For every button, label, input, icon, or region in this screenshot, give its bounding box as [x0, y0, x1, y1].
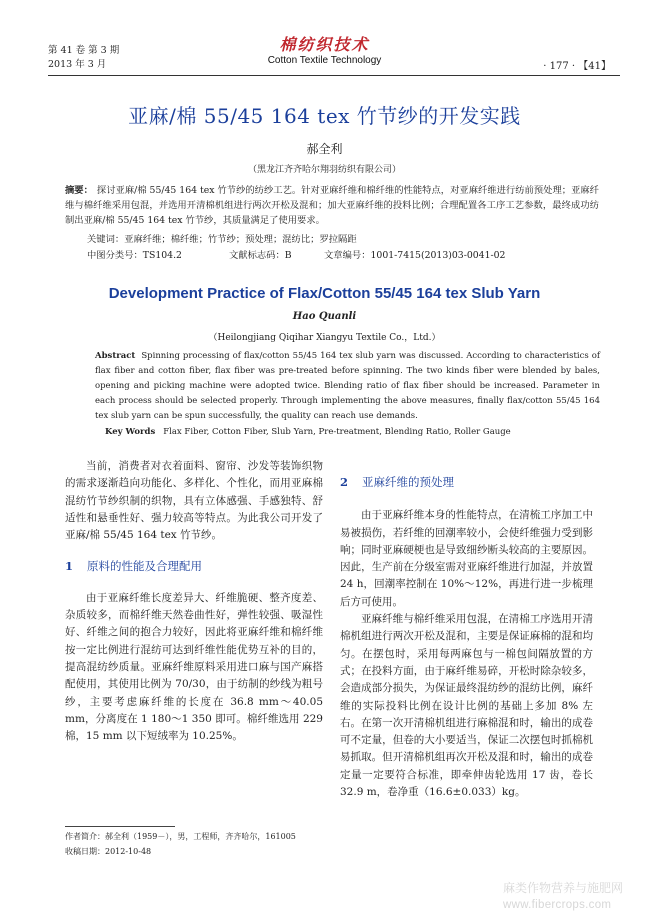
keywords-cn-text: 亚麻纤维；棉纤维；竹节纱；预处理；混纺比；罗拉隔距 [124, 234, 357, 245]
keywords-en-text: Flax Fiber, Cotton Fiber, Slub Yarn, Pre-treatment, Blending Ratio, Roller Gauge [163, 427, 511, 437]
journal-logo: 棉纺织技术 [279, 35, 370, 54]
article-title-en: Development Practice of Flax/Cotton 55/45 164 tex Slub Yarn [108, 285, 541, 302]
article-title-cn: 亚麻/棉 55/45 164 tex 竹节纱的开发实践 [128, 104, 521, 128]
author-bio: 作者简介：郝全利（1959－），男，工程师，齐齐哈尔，161005 [65, 832, 296, 841]
page-number: · 177 · 【41】 [543, 61, 611, 72]
received-date: 收稿日期：2012-10-48 [65, 847, 152, 856]
abstract-cn-text: 探讨亚麻/棉 55/45 164 tex 竹节纱的纺纱工艺。针对亚麻纤维和棉纤维的性能特点，对亚麻纤维进行纺前预处理；亚麻纤维与棉纤维采用包混，并选用开清棉机组进行两次开松及混和；加大亚麻纤维的投料比例；合理配置各工序工艺参数，最终成功纺制出亚麻/棉 55/45 164 tex 竹节纱，其质量满足了使用要求。 [65, 185, 599, 226]
section-heading-1 [65, 558, 323, 575]
issue-date: 2013 年 3 月 [48, 59, 107, 70]
keywords-en-label: Key Words [105, 427, 156, 437]
affiliation-cn: （黑龙江齐齐哈尔翔羽纺织有限公司） [247, 165, 401, 175]
watermark [503, 880, 631, 914]
watermark-cn: 麻类作物营养与施肥网 [503, 881, 624, 895]
volume-issue: 第 41 卷 第 3 期 [48, 45, 120, 56]
abstract-en-label: Abstract [95, 351, 136, 361]
keywords-cn [87, 231, 357, 245]
document-code: 文献标志码：B [229, 250, 292, 261]
abstract-cn [65, 183, 599, 228]
classification-row [87, 247, 505, 261]
body-column-right [340, 458, 593, 801]
author-en: Hao Quanli [292, 311, 357, 322]
body-paragraph: 亚麻纤维与棉纤维采用包混，在清棉工序选用开清棉机组进行两次开松及混和，主要是保证麻棉的混和均匀。在摆包时，采用每两麻包与一棉包间隔放置的方式；在投料方面，由于麻纤维易碎，开松时除杂较多，会造成部分损失，为保证最终混纺纱的混纺比例，麻纤维的实际投料比例在设计比例的基础上多加 8% 左右。在第一次开清棉机组进行麻棉混和时，输出的成卷可不定量，但卷的大小要适当，保证二次摆包时抓棉机易抓取。但开清棉机组再次开松及混和时，输出的成卷定量一定要符合标准，即牵伸齿轮选用 17 齿，卷长 32.9 m，卷净重（16.6±0.033）kg。 [340, 613, 593, 799]
footnote-divider [65, 826, 175, 827]
body-paragraph: 由于亚麻纤维本身的性能特点，在清梳工序加工中易被损伤，若纤维的回潮率较小，会使纤维强力受到影响；同时亚麻硬梗也是导致细纱断头较高的主要原因。因此，生产前在分级室需对亚麻纤维进行加湿，并放置 24 h，回潮率控制在 10%～12%，再进行进一步梳理后方可使用。 [340, 509, 593, 608]
keywords-cn-label: 关键词： [87, 234, 125, 245]
body-column-left [65, 458, 323, 745]
page-header [0, 0, 649, 78]
section-title: 亚麻纤维的预处理 [362, 475, 455, 489]
clc-number: 中图分类号：TS104.2 [87, 250, 182, 261]
watermark-url: www.fibercrops.com [503, 899, 612, 911]
abstract-en [95, 349, 600, 424]
affiliation-en: （Heilongjiang Qiqihar Xiangyu Textile Co.，Ltd.） [208, 333, 441, 343]
section-title: 原料的性能及合理配用 [87, 559, 203, 574]
section-heading-2 [340, 474, 593, 491]
section-number: 2 [340, 475, 349, 489]
journal-name-en: Cotton Textile Technology [267, 55, 382, 66]
abstract-en-text: Spinning processing of flax/cotton 55/45 164 tex slub yarn was discussed. According to characteristics of flax fiber and cotton fiber, flax fiber was pre-treated before spinning. The two kinds fiber were blended by bales, opening and picking machine were adopted twice. Blending ratio of flax fiber should be increased. Parameter in each process should be selected properly. Through implementing the above measures, finally flax/cotton 55/45 164 tex slub yarn can be spun successfully, the quality can reach use demands. [95, 351, 600, 421]
intro-paragraph: 当前，消费者对衣着面料、窗帘、沙发等装饰织物的需求逐渐趋向功能化、多样化、个性化，而用亚麻棉混纺竹节纱织制的织物，具有立体感强、手感独特、舒适性和悬垂性好、强力较高等特点。为此我公司开发了亚麻/棉 55/45 164 tex 竹节纱。 [65, 460, 323, 542]
author-cn: 郝全利 [306, 142, 343, 156]
abstract-cn-label: 摘要： [65, 185, 93, 196]
article-number: 文章编号：1001-7415(2013)03-0041-02 [324, 250, 506, 261]
section-number: 1 [65, 559, 74, 574]
footnote [65, 829, 296, 859]
keywords-en [105, 427, 511, 437]
header-divider [48, 75, 620, 76]
body-paragraph: 由于亚麻纤维长度差异大、纤维脆硬、整齐度差、杂质较多，而棉纤维天然卷曲性好，弹性较强、吸湿性好、纤维之间的抱合力较好，因此将亚麻纤维和棉纤维按一定比例进行混纺可达到纤维性能优势互补的目的，提高混纺纱质量。亚麻纤维原料采用进口麻与国产麻搭配使用，其使用比例为 70/30，由于纺制的纱线为粗号纱，主要考虑麻纤维的长度在 36.8 mm～40.05 mm，分离度在 1 180～1 350 即可。棉纤维选用 229 棉，15 mm 以下短绒率为 10.25%。 [65, 591, 323, 743]
